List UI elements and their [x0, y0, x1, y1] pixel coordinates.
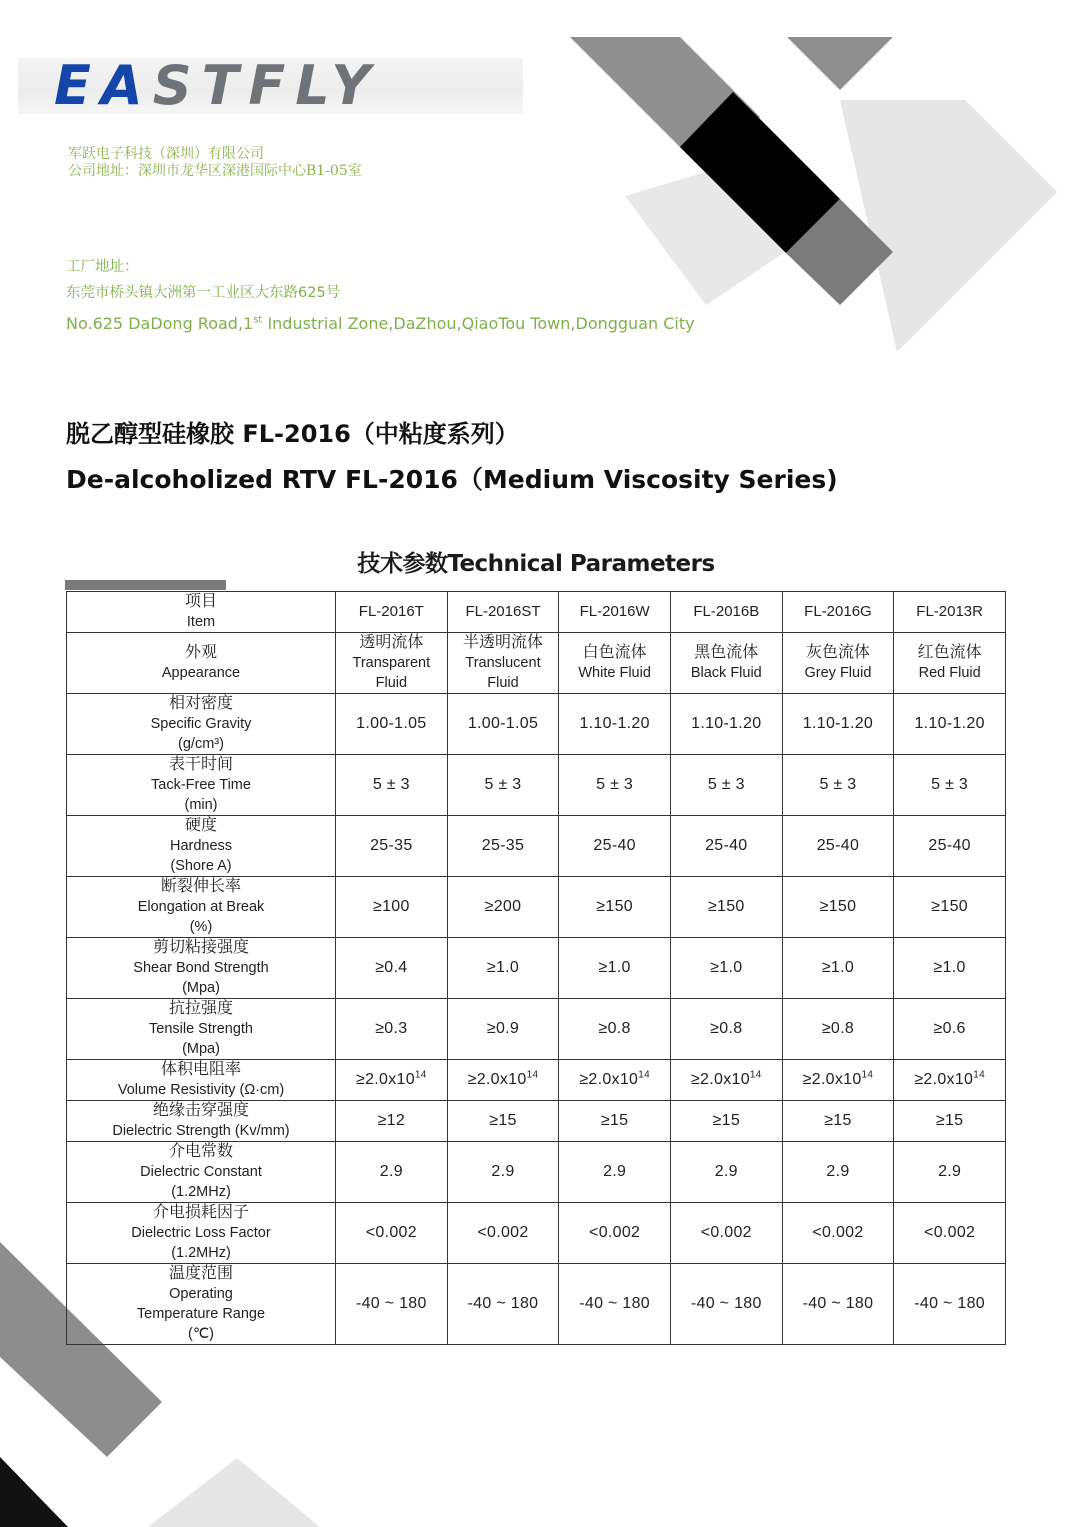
param-label: 断裂伸长率 Elongation at Break (%): [67, 877, 336, 938]
table-row: [67, 755, 1006, 816]
header-model: FL-2013R: [894, 592, 1006, 633]
table-row-temperature-range: [67, 1264, 1006, 1345]
value-cell: 5 ± 3: [782, 755, 894, 816]
value-cell: 2.9: [782, 1142, 894, 1203]
value-cell: ≥0.3: [336, 999, 448, 1060]
table-row-volume-resistivity: [67, 1060, 1006, 1101]
appearance-cell: 白色流体 White Fluid: [559, 633, 671, 694]
product-title-en: De-alcoholized RTV FL-2016（Medium Viscosity Series): [66, 465, 838, 494]
value-cell: <0.002: [782, 1203, 894, 1264]
header-model: FL-2016G: [782, 592, 894, 633]
value-cell: ≥15: [447, 1101, 559, 1142]
value-cell: ≥0.9: [447, 999, 559, 1060]
table-row: [67, 694, 1006, 755]
value-cell: ≥15: [782, 1101, 894, 1142]
value-cell: ≥150: [670, 877, 782, 938]
value-cell: ≥150: [559, 877, 671, 938]
value-cell: ≥1.0: [447, 938, 559, 999]
value-cell: 25-35: [336, 816, 448, 877]
value-cell: $\ge 2.0x10^{14}$: [336, 1060, 448, 1101]
value-cell: -40 ~ 180: [336, 1264, 448, 1345]
parameter-rows-group-2: [67, 1101, 1006, 1264]
value-cell: 1.10-1.20: [670, 694, 782, 755]
factory-label: 工厂地址：: [66, 259, 139, 275]
param-label: 表干时间 Tack-Free Time (min): [67, 755, 336, 816]
value-cell: ≥1.0: [894, 938, 1006, 999]
value-cell: <0.002: [894, 1203, 1006, 1264]
value-cell: -40 ~ 180: [447, 1264, 559, 1345]
value-cell: ≥0.8: [559, 999, 671, 1060]
table-row: [67, 938, 1006, 999]
header-model: FL-2016B: [670, 592, 782, 633]
value-cell: $\ge 2.0x10^{14}$: [447, 1060, 559, 1101]
value-cell: 5 ± 3: [894, 755, 1006, 816]
value-cell: 25-40: [559, 816, 671, 877]
value-cell: ≥150: [894, 877, 1006, 938]
value-cell: ≥1.0: [559, 938, 671, 999]
table-header-row: [67, 592, 1006, 633]
value-cell: ≥15: [670, 1101, 782, 1142]
table-row: [67, 1101, 1006, 1142]
header-model: FL-2016ST: [447, 592, 559, 633]
heading-accent-bar: [65, 580, 226, 590]
param-label: 介电损耗因子 Dielectric Loss Factor (1.2MHz): [67, 1203, 336, 1264]
param-label: 介电常数 Dielectric Constant (1.2MHz): [67, 1142, 336, 1203]
value-cell: -40 ~ 180: [894, 1264, 1006, 1345]
factory-address-cn: 东莞市桥头镇大洲第一工业区大东路625号: [66, 285, 341, 301]
value-cell: ≥100: [336, 877, 448, 938]
value-cell: ≥15: [559, 1101, 671, 1142]
appearance-cell: 红色流体 Red Fluid: [894, 633, 1006, 694]
value-cell: ≥0.8: [670, 999, 782, 1060]
value-cell: $\ge 2.0x10^{14}$: [559, 1060, 671, 1101]
value-cell: ≥1.0: [670, 938, 782, 999]
value-cell: 5 ± 3: [670, 755, 782, 816]
company-address: 公司地址：深圳市龙华区深港国际中心B1-05室: [68, 163, 362, 179]
company-logo: [18, 54, 523, 117]
table-heading: 技术参数Technical Parameters: [357, 551, 715, 577]
value-cell: 1.10-1.20: [559, 694, 671, 755]
table-row: [67, 1142, 1006, 1203]
table-row: [67, 1203, 1006, 1264]
value-cell: 2.9: [336, 1142, 448, 1203]
company-info: [68, 146, 362, 180]
value-cell: <0.002: [670, 1203, 782, 1264]
value-cell: <0.002: [336, 1203, 448, 1264]
value-cell: 25-40: [782, 816, 894, 877]
factory-address-en: No.625 DaDong Road,1st Industrial Zone,DaZhou,QiaoTou Town,Dongguan City: [66, 314, 695, 333]
param-label: 外观 Appearance: [67, 633, 336, 694]
appearance-cell: 透明流体 Transparent Fluid: [336, 633, 448, 694]
header-model: FL-2016T: [336, 592, 448, 633]
value-cell: ≥150: [782, 877, 894, 938]
appearance-cell: 黑色流体 Black Fluid: [670, 633, 782, 694]
product-title-cn: 脱乙醇型硅橡胶 FL-2016（中粘度系列）: [66, 420, 519, 448]
factory-info: [66, 254, 340, 306]
company-name: 军跃电子科技（深圳）有限公司: [68, 146, 264, 162]
technical-parameters-table: [66, 591, 1006, 1345]
param-label: 抗拉强度 Tensile Strength (Mpa): [67, 999, 336, 1060]
value-cell: <0.002: [447, 1203, 559, 1264]
value-cell: -40 ~ 180: [782, 1264, 894, 1345]
value-cell: 2.9: [894, 1142, 1006, 1203]
value-cell: 5 ± 3: [559, 755, 671, 816]
appearance-cell: 半透明流体 Translucent Fluid: [447, 633, 559, 694]
param-label: 相对密度 Specific Gravity (g/cm³): [67, 694, 336, 755]
param-label: 温度范围 Operating Temperature Range (℃): [67, 1264, 336, 1345]
value-cell: $\ge 2.0x10^{14}$: [782, 1060, 894, 1101]
value-cell: 2.9: [670, 1142, 782, 1203]
value-cell: 1.00-1.05: [336, 694, 448, 755]
value-cell: $\ge 2.0x10^{14}$: [670, 1060, 782, 1101]
value-cell: 1.00-1.05: [447, 694, 559, 755]
value-cell: 25-35: [447, 816, 559, 877]
value-cell: -40 ~ 180: [559, 1264, 671, 1345]
header-item: 项目 Item: [67, 592, 336, 633]
value-cell: $\ge 2.0x10^{14}$: [894, 1060, 1006, 1101]
value-cell: ≥0.6: [894, 999, 1006, 1060]
value-cell: ≥0.4: [336, 938, 448, 999]
value-cell: ≥12: [336, 1101, 448, 1142]
value-cell: <0.002: [559, 1203, 671, 1264]
table-row-appearance: [67, 633, 1006, 694]
value-cell: ≥1.0: [782, 938, 894, 999]
value-cell: 2.9: [447, 1142, 559, 1203]
value-cell: ≥0.8: [782, 999, 894, 1060]
value-cell: -40 ~ 180: [670, 1264, 782, 1345]
table-row: [67, 877, 1006, 938]
param-label: 体积电阻率 Volume Resistivity (Ω·cm): [67, 1060, 336, 1101]
value-cell: ≥15: [894, 1101, 1006, 1142]
logo-wordmark: EASTFLY: [54, 54, 381, 117]
value-cell: 1.10-1.20: [894, 694, 1006, 755]
param-label: 绝缘击穿强度 Dielectric Strength (Kv/mm): [67, 1101, 336, 1142]
header-model: FL-2016W: [559, 592, 671, 633]
table-row: [67, 816, 1006, 877]
value-cell: 5 ± 3: [447, 755, 559, 816]
parameter-rows-group-1: [67, 694, 1006, 1060]
appearance-cell: 灰色流体 Grey Fluid: [782, 633, 894, 694]
param-label: 硬度 Hardness (Shore A): [67, 816, 336, 877]
value-cell: 2.9: [559, 1142, 671, 1203]
value-cell: 25-40: [894, 816, 1006, 877]
value-cell: 1.10-1.20: [782, 694, 894, 755]
table-row: [67, 999, 1006, 1060]
value-cell: 5 ± 3: [336, 755, 448, 816]
value-cell: ≥200: [447, 877, 559, 938]
param-label: 剪切粘接强度 Shear Bond Strength (Mpa): [67, 938, 336, 999]
value-cell: 25-40: [670, 816, 782, 877]
